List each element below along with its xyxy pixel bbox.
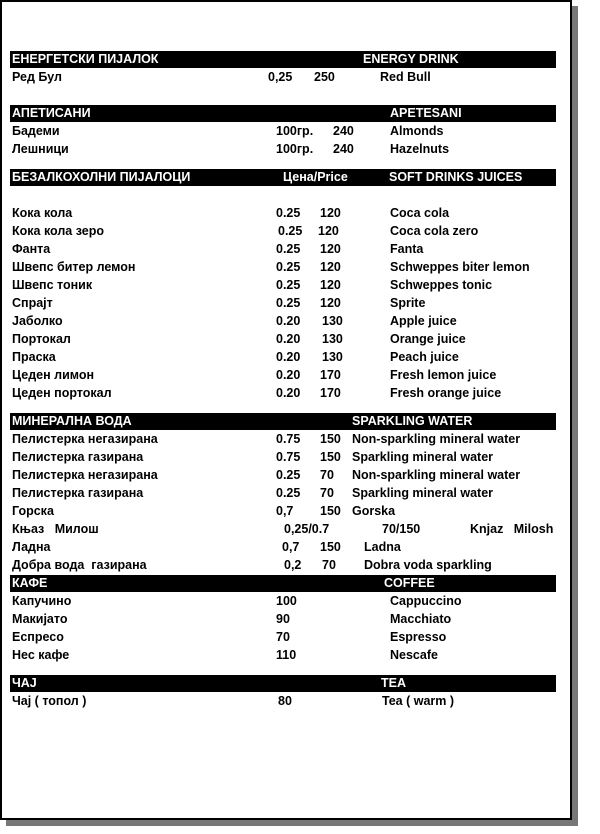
item-size: 0.25	[276, 486, 301, 500]
menu-item	[10, 430, 556, 448]
item-name-mk: Пелистерка газирана	[12, 486, 144, 500]
item-name-mk: Фанта	[12, 242, 51, 256]
item-name-en: Peach juice	[390, 350, 459, 364]
menu-item	[10, 592, 556, 610]
section-header-appetizers	[10, 105, 556, 122]
header-price-label: Цена/Price	[283, 170, 348, 184]
menu-item	[10, 628, 556, 646]
menu-item	[10, 240, 556, 258]
header-label-mk: МИНЕРАЛНА ВОДА	[12, 414, 132, 428]
item-price: 120	[320, 278, 341, 292]
menu-item	[10, 556, 556, 574]
item-name-mk: Чај ( топол )	[12, 694, 87, 708]
item-name-en: Orange juice	[390, 332, 466, 346]
item-size: 0.20	[276, 386, 301, 400]
item-price: 110	[276, 648, 297, 662]
item-price: 70	[276, 630, 290, 644]
item-price: 70/150	[382, 522, 421, 536]
item-name-mk: Портокал	[12, 332, 71, 346]
menu-item	[10, 204, 556, 222]
item-price: 240	[333, 142, 354, 156]
item-name-en: Fanta	[390, 242, 424, 256]
item-price: 130	[322, 332, 343, 346]
item-size: 0.25	[276, 242, 301, 256]
item-name-en: Knjaz Milosh	[470, 522, 554, 536]
item-name-en: Non-sparkling mineral water	[352, 468, 521, 482]
menu-item	[10, 348, 556, 366]
item-price: 170	[320, 368, 341, 382]
item-size: 0.20	[276, 368, 301, 382]
menu-item	[10, 502, 556, 520]
menu-item	[10, 520, 556, 538]
item-price: 130	[322, 350, 343, 364]
menu-item	[10, 610, 556, 628]
menu-item	[10, 258, 556, 276]
item-name-en: Schweppes tonic	[390, 278, 493, 292]
menu-content	[10, 50, 556, 710]
item-size: 0.25	[276, 206, 301, 220]
menu-item	[10, 692, 556, 710]
item-price: 120	[318, 224, 339, 238]
header-label-en: COFFEE	[384, 576, 435, 590]
header-label-en: SOFT DRINKS JUICES	[389, 170, 523, 184]
header-label-en: TEA	[381, 676, 406, 690]
item-name-mk: Пелистерка негазирана	[12, 468, 158, 482]
item-name-mk: Нес кафе	[12, 648, 70, 662]
item-name-en: Schweppes biter lemon	[390, 260, 530, 274]
page-shadow-bottom	[6, 820, 578, 826]
item-name-mk: Ладна	[12, 540, 51, 554]
item-name-en: Tea ( warm )	[382, 694, 455, 708]
item-name-mk: Кока кола зеро	[12, 224, 104, 238]
item-name-mk: Швепс тоник	[12, 278, 93, 292]
item-price: 70	[320, 468, 334, 482]
item-name-en: Espresso	[390, 630, 447, 644]
header-label-en: APETESANI	[390, 106, 462, 120]
section-header-mineral-water	[10, 413, 556, 430]
item-name-en: Dobra voda sparkling	[364, 558, 492, 572]
item-price: 120	[320, 206, 341, 220]
menu-item	[10, 276, 556, 294]
item-name-mk: Пелистерка газирана	[12, 450, 144, 464]
item-size: 0.25	[276, 260, 301, 274]
header-label-mk: ЕНЕРГЕТСКИ ПИЈАЛОК	[12, 52, 159, 66]
header-label-mk: КАФЕ	[12, 576, 48, 590]
menu-item	[10, 646, 556, 664]
item-name-en: Almonds	[390, 124, 444, 138]
item-price: 150	[320, 432, 341, 446]
menu-item	[10, 384, 556, 402]
menu-item	[10, 122, 556, 140]
header-label-mk: БЕЗАЛКОХОЛНИ ПИЈАЛОЦИ	[12, 170, 191, 184]
item-size: 0.25	[276, 278, 301, 292]
item-size: 0.25	[276, 296, 301, 310]
item-name-mk: Капучино	[12, 594, 72, 608]
item-price: 250	[314, 70, 335, 84]
item-name-en: Apple juice	[390, 314, 457, 328]
item-name-mk: Јаболко	[12, 314, 63, 328]
item-price: 150	[320, 504, 341, 518]
menu-item	[10, 312, 556, 330]
item-price: 150	[320, 540, 341, 554]
menu-item	[10, 538, 556, 556]
item-name-mk: Цеден лимон	[12, 368, 95, 382]
page-shadow-right	[572, 6, 578, 824]
section-header-tea	[10, 675, 556, 692]
header-label-en: SPARKLING WATER	[352, 414, 473, 428]
item-name-en: Fresh orange juice	[390, 386, 502, 400]
item-price: 170	[320, 386, 341, 400]
item-name-en: Coca cola	[390, 206, 450, 220]
item-name-mk: Бадеми	[12, 124, 60, 138]
item-size: 0.20	[276, 332, 301, 346]
item-size: 0.20	[276, 314, 301, 328]
menu-item	[10, 448, 556, 466]
item-price: 150	[320, 450, 341, 464]
item-price: 120	[320, 242, 341, 256]
item-size: 0,25/0.7	[284, 522, 330, 536]
item-size: 0.25	[276, 468, 301, 482]
item-name-en: Fresh lemon juice	[390, 368, 497, 382]
item-price: 70	[320, 486, 334, 500]
item-name-mk: Добра вода газирана	[12, 558, 147, 572]
menu-item	[10, 366, 556, 384]
item-size: 0.25	[278, 224, 303, 238]
item-size: 0,7	[282, 540, 300, 554]
item-name-en: Nescafe	[390, 648, 438, 662]
item-price: 100	[276, 594, 297, 608]
item-name-mk: Кока кола	[12, 206, 73, 220]
item-name-en: Sprite	[390, 296, 426, 310]
item-size: 100гр.	[276, 124, 314, 138]
item-price: 80	[278, 694, 292, 708]
menu-item	[10, 484, 556, 502]
item-name-en: Sparkling mineral water	[352, 486, 494, 500]
menu-item	[10, 68, 556, 86]
item-name-en: Ladna	[364, 540, 401, 554]
item-size: 0.20	[276, 350, 301, 364]
item-price: 70	[322, 558, 336, 572]
item-name-en: Cappuccino	[390, 594, 462, 608]
item-name-mk: Швепс битер лемон	[12, 260, 136, 274]
item-price: 130	[322, 314, 343, 328]
section-header-soft-drinks	[10, 169, 556, 186]
item-name-mk: Књаз Милош	[12, 522, 99, 536]
item-size: 0.75	[276, 450, 301, 464]
header-label-mk: ЧАЈ	[12, 676, 37, 690]
item-name-mk: Макијато	[12, 612, 68, 626]
header-label-mk: АПЕТИСАНИ	[12, 106, 91, 120]
menu-item	[10, 222, 556, 240]
item-name-mk: Цеден портокал	[12, 386, 112, 400]
item-name-mk: Праска	[12, 350, 56, 364]
item-name-en: Coca cola zero	[390, 224, 479, 238]
item-price: 120	[320, 296, 341, 310]
item-size: 0,7	[276, 504, 294, 518]
item-size: 0.75	[276, 432, 301, 446]
item-price: 120	[320, 260, 341, 274]
item-name-en: Non-sparkling mineral water	[352, 432, 521, 446]
item-name-en: Macchiato	[390, 612, 452, 626]
item-size: 0,2	[284, 558, 302, 572]
item-size: 0,25	[268, 70, 293, 84]
header-label-en: ENERGY DRINK	[363, 52, 459, 66]
section-header-energy-drink	[10, 51, 556, 68]
item-size: 100гр.	[276, 142, 314, 156]
item-name-mk: Горска	[12, 504, 54, 518]
item-name-mk: Ред Бул	[12, 70, 62, 84]
section-header-coffee	[10, 575, 556, 592]
menu-item	[10, 294, 556, 312]
menu-item	[10, 466, 556, 484]
item-name-mk: Спрајт	[12, 296, 53, 310]
item-name-mk: Еспресо	[12, 630, 64, 644]
item-name-mk: Лешници	[12, 142, 69, 156]
item-name-mk: Пелистерка негазирана	[12, 432, 158, 446]
menu-item	[10, 140, 556, 158]
item-name-en: Gorska	[352, 504, 396, 518]
item-name-en: Sparkling mineral water	[352, 450, 494, 464]
item-name-en: Red Bull	[380, 70, 431, 84]
menu-item	[10, 330, 556, 348]
item-price: 240	[333, 124, 354, 138]
item-price: 90	[276, 612, 290, 626]
item-name-en: Hazelnuts	[390, 142, 450, 156]
